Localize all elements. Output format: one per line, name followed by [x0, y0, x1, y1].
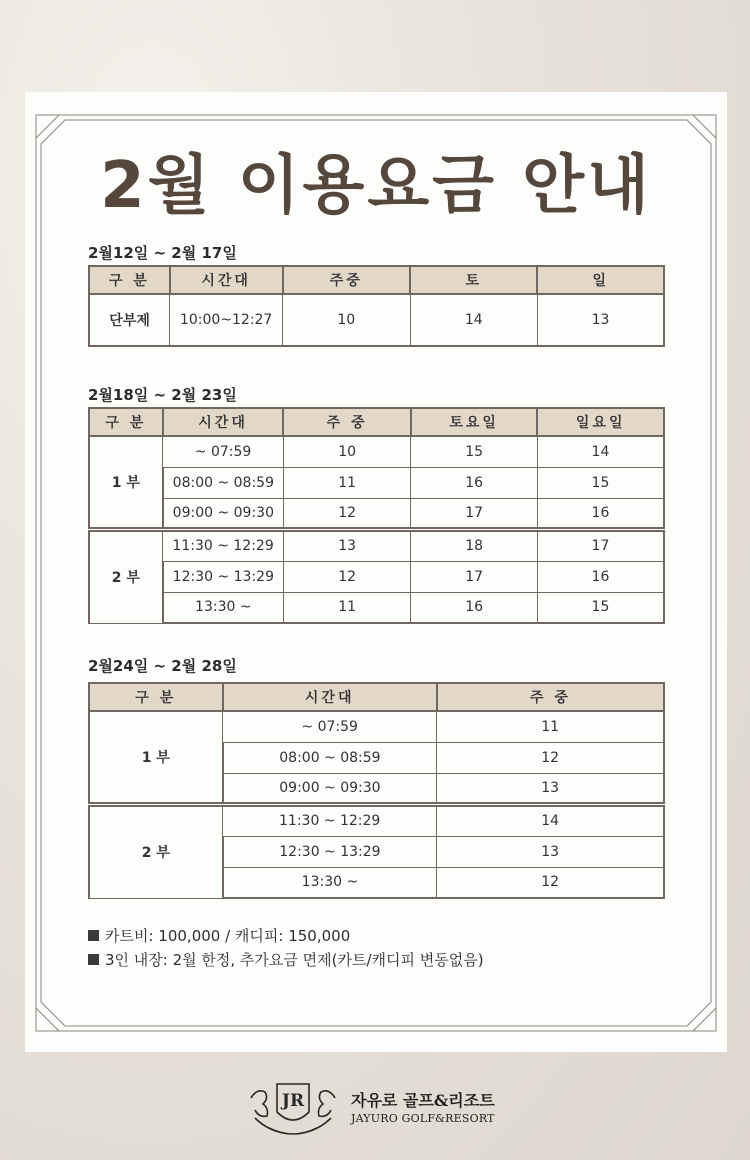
note-item	[88, 924, 484, 948]
header-weekday: 주 중	[437, 683, 664, 711]
header-time: 시간대	[223, 683, 437, 711]
group-2-label: 2 부	[89, 529, 163, 623]
time-cell: 12:30 ~ 13:29	[223, 836, 437, 867]
header-category: 구 분	[89, 266, 170, 294]
resort-logo	[243, 1078, 543, 1138]
section3-table	[88, 682, 665, 899]
section2-table	[88, 407, 665, 624]
logo-emblem-icon	[243, 1078, 343, 1138]
price-cell: 12	[437, 742, 664, 773]
header-sunday: 일	[537, 266, 664, 294]
header-weekday: 주 중	[283, 408, 411, 436]
price-cell: 17	[411, 561, 538, 592]
bullet-square-icon	[88, 954, 99, 965]
price-cell: 15	[537, 592, 664, 623]
table-row	[89, 498, 664, 529]
header-time: 시간대	[163, 408, 284, 436]
header-saturday: 토	[410, 266, 537, 294]
time-cell: 09:00 ~ 09:30	[223, 773, 437, 804]
price-cell: 16	[537, 498, 664, 529]
price-cell: 11	[437, 711, 664, 742]
table-row	[89, 467, 664, 498]
header-sunday: 일요일	[537, 408, 664, 436]
group-1-label: 1 부	[89, 711, 223, 804]
price-cell: 16	[411, 467, 538, 498]
header-category: 구 분	[89, 408, 163, 436]
header-weekday: 주중	[283, 266, 410, 294]
note-cart-caddie-fee: 카트비: 100,000 / 캐디피: 150,000	[105, 927, 351, 945]
price-cell: 12	[437, 867, 664, 898]
logo-name-english: JAYURO GOLF&RESORT	[351, 1112, 495, 1125]
table-row	[89, 529, 664, 561]
note-item	[88, 948, 484, 972]
category-cell: 단부제	[89, 294, 170, 346]
price-cell: 13	[283, 529, 411, 561]
price-cell: 14	[537, 436, 664, 467]
logo-name-korean: 자유로 골프&리조트	[351, 1091, 495, 1110]
notice-card	[25, 92, 727, 1052]
notes	[88, 924, 484, 972]
group-1-label: 1 부	[89, 436, 163, 529]
time-cell: 13:30 ~	[163, 592, 284, 623]
note-three-player: 3인 내장: 2월 한정, 추가요금 면제(카트/캐디피 변동없음)	[105, 951, 484, 969]
price-cell: 14	[410, 294, 537, 346]
price-cell: 14	[437, 804, 664, 836]
header-saturday: 토요일	[411, 408, 538, 436]
header-time: 시간대	[170, 266, 283, 294]
price-cell: 13	[537, 294, 664, 346]
table-row	[89, 804, 664, 836]
logo-monogram: JR	[281, 1091, 305, 1111]
page-title: 2월 이용요금 안내	[100, 149, 652, 223]
price-cell: 17	[537, 529, 664, 561]
time-cell: ~ 07:59	[163, 436, 284, 467]
table-row	[89, 561, 664, 592]
time-cell: 09:00 ~ 09:30	[163, 498, 284, 529]
price-cell: 16	[537, 561, 664, 592]
time-cell: 10:00~12:27	[170, 294, 283, 346]
time-cell: 13:30 ~	[223, 867, 437, 898]
table-row	[89, 294, 664, 346]
price-cell: 10	[283, 436, 411, 467]
price-cell: 18	[411, 529, 538, 561]
group-2-label: 2 부	[89, 804, 223, 898]
price-cell: 12	[283, 561, 411, 592]
table-row	[89, 711, 664, 742]
time-cell: 11:30 ~ 12:29	[223, 804, 437, 836]
time-cell: 12:30 ~ 13:29	[163, 561, 284, 592]
bullet-square-icon	[88, 930, 99, 941]
price-cell: 12	[283, 498, 411, 529]
time-cell: ~ 07:59	[223, 711, 437, 742]
section2-title: 2월18일 ~ 2월 23일	[88, 386, 237, 404]
time-cell: 08:00 ~ 08:59	[223, 742, 437, 773]
price-cell: 13	[437, 773, 664, 804]
price-cell: 15	[411, 436, 538, 467]
price-cell: 17	[411, 498, 538, 529]
price-cell: 11	[283, 592, 411, 623]
price-cell: 13	[437, 836, 664, 867]
time-cell: 11:30 ~ 12:29	[163, 529, 284, 561]
price-cell: 10	[283, 294, 410, 346]
time-cell: 08:00 ~ 08:59	[163, 467, 284, 498]
price-cell: 11	[283, 467, 411, 498]
table-row	[89, 436, 664, 467]
price-cell: 15	[537, 467, 664, 498]
section3-title: 2월24일 ~ 2월 28일	[88, 657, 237, 675]
price-cell: 16	[411, 592, 538, 623]
section1-title: 2월12일 ~ 2월 17일	[88, 244, 237, 262]
section1-table	[88, 265, 665, 347]
header-category: 구 분	[89, 683, 223, 711]
table-row	[89, 592, 664, 623]
